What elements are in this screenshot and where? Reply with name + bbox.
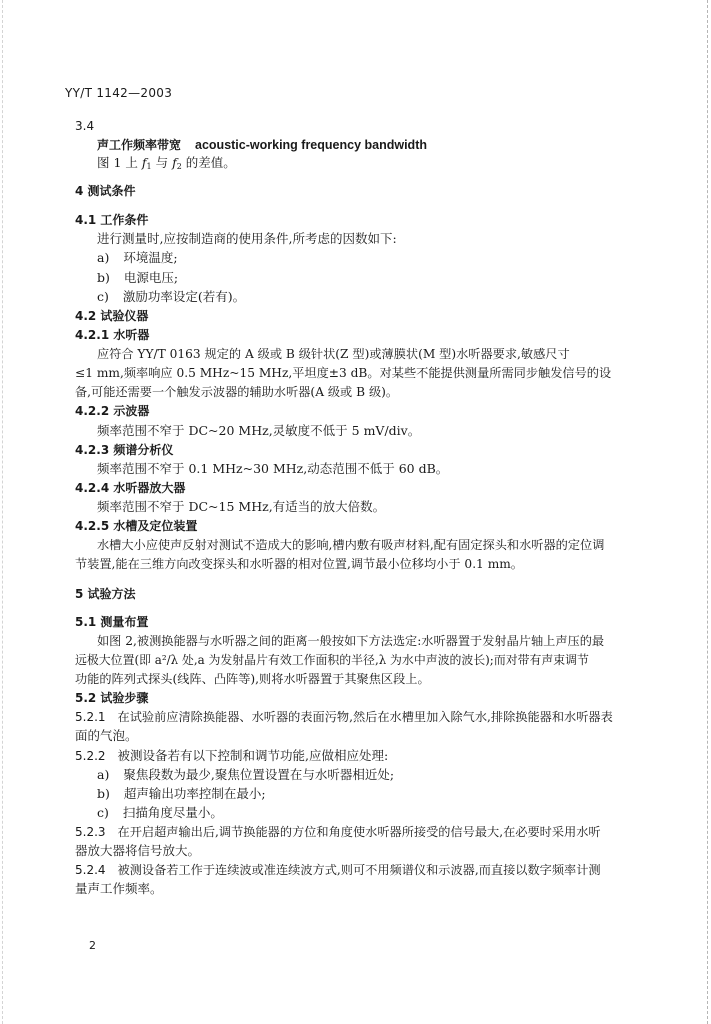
list-item: [97, 786, 266, 802]
section-5-1-line-3: 功能的阵列式探头(线阵、凸阵等),则将水听器置于其聚焦区段上。: [75, 672, 430, 686]
clause-3-4-definition: [97, 155, 236, 175]
section-4-1-intro: 进行测量时,应按制造商的使用条件,所考虑的因数如下:: [97, 231, 397, 246]
section-4-heading: 4 测试条件: [75, 184, 136, 198]
f1-symbol: f: [141, 155, 147, 170]
list-item-text: 聚焦段数为最少,聚焦位置设置在与水听器相近处;: [123, 767, 395, 782]
clause-number: 5.2.4: [75, 863, 106, 877]
section-4-2-4-body: 频率范围不窄于 DC~15 MHz,有适当的放大倍数。: [97, 499, 386, 514]
list-item-text: 扫描角度尽量小。: [122, 805, 223, 820]
definition-text-mid: 与: [151, 155, 173, 170]
clause-text: 被测设备若工作于连续波或准连续波方式,则可不用频谱仪和示波器,而直接以数字频率计测: [117, 863, 601, 877]
list-item-label: a): [97, 767, 110, 782]
definition-text-post: 的差值。: [181, 155, 236, 170]
list-item-text: 电源电压;: [123, 270, 179, 285]
clause-number: 5.2.3: [75, 825, 106, 839]
clause-3-4-number: 3.4: [75, 119, 95, 133]
list-item-label: b): [97, 270, 110, 285]
list-item-label: c): [97, 289, 109, 304]
clause-text: 被测设备若有以下控制和调节功能,应做相应处理:: [117, 748, 389, 763]
section-4-2-1-heading: 4.2.1 水听器: [75, 328, 150, 342]
section-4-2-heading: 4.2 试验仪器: [75, 309, 149, 323]
section-4-1-heading: 4.1 工作条件: [75, 213, 149, 227]
section-4-2-5-line-2: 节装置,能在三维方向改变探头和水听器的相对位置,调节最小位移均小于 0.1 mm。: [75, 557, 523, 571]
list-item: [97, 270, 178, 286]
clause-text: 在试验前应清除换能器、水听器的表面污物,然后在水槽里加入除气水,排除换能器和水听器表: [117, 710, 613, 724]
section-4-2-5-heading: 4.2.5 水槽及定位装置: [75, 519, 198, 533]
section-5-2-2-intro: [75, 748, 388, 764]
section-5-1-heading: 5.1 测量布置: [75, 615, 149, 629]
section-5-heading: 5 试验方法: [75, 587, 136, 601]
section-4-2-4-heading: 4.2.4 水听器放大器: [75, 481, 186, 495]
list-item-label: a): [97, 250, 110, 265]
section-4-2-2-body: 频率范围不窄于 DC~20 MHz,灵敏度不低于 5 mV/div。: [97, 423, 421, 438]
section-5-2-1-line-1: [75, 709, 613, 725]
list-item-label: b): [97, 786, 110, 801]
section-4-2-1-line-2: ≤1 mm,频率响应 0.5 MHz~15 MHz,平坦度±3 dB。对某些不能提供测量所需同步触发信号的设: [75, 366, 612, 380]
f1-subscript: 1: [146, 162, 152, 171]
list-item-text: 激励功率设定(若有)。: [122, 289, 246, 304]
scan-edge-left: [2, 0, 4, 1024]
definition-text-pre: 图 1 上: [97, 155, 142, 170]
term-english: acoustic-working frequency bandwidth: [195, 138, 427, 152]
clause-number: 5.2.2: [75, 749, 106, 763]
list-item-label: c): [97, 805, 109, 820]
f2-symbol: f: [172, 155, 177, 170]
section-5-1-line-1: 如图 2,被测换能器与水听器之间的距离一般按如下方法选定:水听器置于发射晶片轴上声压的最: [97, 634, 605, 648]
section-4-2-3-heading: 4.2.3 频谱分析仪: [75, 443, 174, 457]
section-4-2-1-line-3: 备,可能还需要一个触发示波器的辅助水听器(A 级或 B 级)。: [75, 385, 399, 399]
clause-number: 5.2.1: [75, 710, 106, 724]
f2-subscript: 2: [176, 162, 182, 171]
clause-text: 在开启超声输出后,调节换能器的方位和角度使水听器所接受的信号最大,在必要时采用水听: [117, 825, 601, 839]
section-4-2-5-line-1: 水槽大小应使声反射对测试不造成大的影响,槽内敷有吸声材料,配有固定探头和水听器的定位调: [97, 538, 605, 552]
clause-3-4-term: [97, 137, 427, 153]
scan-edge-right: [706, 0, 708, 1024]
section-5-2-4-line-1: [75, 862, 601, 878]
section-5-2-heading: 5.2 试验步骤: [75, 691, 149, 705]
section-5-2-1-line-2: 面的气泡。: [75, 728, 138, 743]
list-item: [97, 289, 245, 305]
section-5-2-3-line-1: [75, 824, 601, 840]
section-4-2-3-body: 频率范围不窄于 0.1 MHz~30 MHz,动态范围不低于 60 dB。: [97, 461, 449, 476]
section-5-1-line-2: 远极大位置(即 a²/λ 处,a 为发射晶片有效工作面积的半径,λ 为水中声波的波长);而对带有声束调节: [75, 653, 589, 667]
term-chinese: 声工作频率带宽: [97, 138, 182, 152]
list-item: [97, 250, 178, 266]
list-item-text: 环境温度;: [123, 250, 178, 265]
section-4-2-2-heading: 4.2.2 示波器: [75, 404, 150, 418]
section-5-2-3-line-2: 器放大器将信号放大。: [75, 843, 201, 858]
section-5-2-4-line-2: 量声工作频率。: [75, 881, 163, 896]
section-4-2-1-line-1: 应符合 YY/T 0163 规定的 A 级或 B 级针状(Z 型)或薄膜状(M 型)水听器要求,敏感尺寸: [97, 347, 570, 361]
list-item: [97, 767, 394, 783]
page-number: 2: [89, 939, 96, 952]
standard-id-header: YY/T 1142—2003: [65, 86, 173, 100]
list-item-text: 超声输出功率控制在最小;: [123, 786, 266, 801]
list-item: [97, 805, 223, 821]
